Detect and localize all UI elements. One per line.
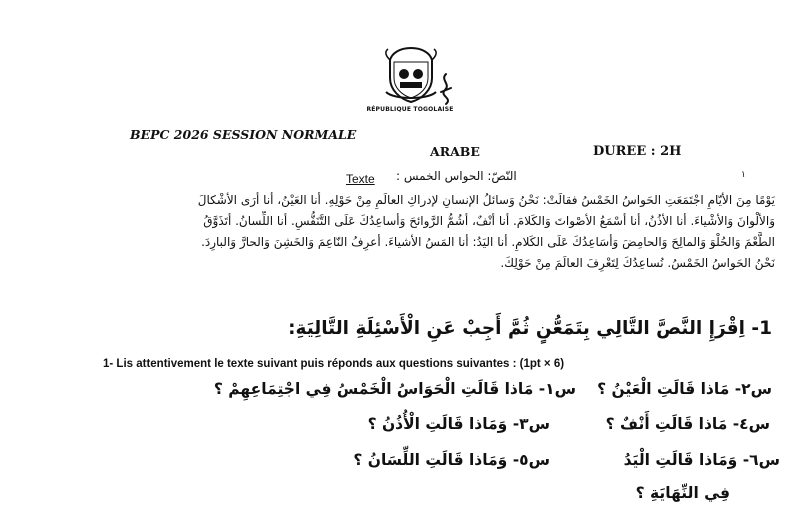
emblem-caption: RÉPUBLIQUE TOGOLAISE [366,106,454,113]
question-2: س٢- مَاذا قَالَتِ الْعَيْنُ ؟ [597,380,772,398]
question-ending: فِي النِّهَايَةِ ؟ [635,484,730,502]
passage-line: وَالألْوانَ وَالأشْياءَ. أنا الأذُنُ، أنا أسْمَعُ الأصْواتَ وَالكَلامَ. أنا أنْفٌ، أشُمُّ الرَّوائحَ وَأساعِدُكَ عَلَى التَّنَفُّسِ. أنا اللِّسانُ. أتَذَوَّقُ [203,214,775,228]
question-5: س٥- وَمَاذا قَالَتِ اللِّسَانُ ؟ [353,451,550,469]
passage-line: نَحْنُ الحَواسُ الخَمْسُ. نُساعِدُكَ لِتَعْرِفَ العالَمَ مِنْ حَوْلِكَ. [500,256,775,270]
text-title: النّصّ: الحواس الخمس : [396,169,517,183]
question-1: س١- مَاذا قَالَتِ الْحَوَاسُ الْخَمْسُ فِي اجْتِمَاعِهِمْ ؟ [213,380,576,398]
passage-line: يَوْمًا مِنَ الأيّامِ اجْتَمَعَتِ الحَواسُ الخَمْسُ فقالَتْ: نَحْنُ وَسائلُ الإنسانِ لإدراكِ العالَمِ مِنْ حَوْلِهِ. أنا العَيْنُ، أنا أرَى الأشْكالَ [197,193,775,207]
reading-passage [105,190,775,274]
question-4: س٤- مَاذا قَالَتِ أَنْفٌ ؟ [605,415,770,433]
exam-subject: ARABE [430,144,480,159]
exam-session: BEPC 2026 SESSION NORMALE [130,127,357,142]
question-6: س٦- وَمَاذا قَالَتِ الْيَدُ [623,451,780,469]
questions-instruction: 1- Lis attentivement le texte suivant puis réponds aux questions suivantes : (1pt × 6) [103,358,565,370]
coat-of-arms-icon [380,44,442,106]
question-3: س٣- وَمَاذا قَالَتِ الْأُذُنُ ؟ [367,415,550,433]
passage-line: الطَّعْمَ وَالحُلْوَ وَالمالِحَ وَالحامِضَ وَأسَاعِدُكَ عَلَى الكَلامِ. أنا اليَدُ: أنا المَسُ الأشياءَ. أعرِفُ النّاعِمَ وَالخَشِنَ وَالحارَّ وَالبارِدَ. [201,235,775,249]
margin-mark: ١ [741,170,746,180]
signature-icon [437,72,455,106]
exam-duration: DUREE : 2H [593,144,682,159]
questions-heading: 1- اِقْرَإِ النَّصَّ التَّالِي بِتَمَعُّنٍ ثُمَّ أَجِبْ عَنِ الْأَسْئِلَةِ التَّالِيَةِ: [288,318,772,339]
text-label: Texte [346,172,375,186]
